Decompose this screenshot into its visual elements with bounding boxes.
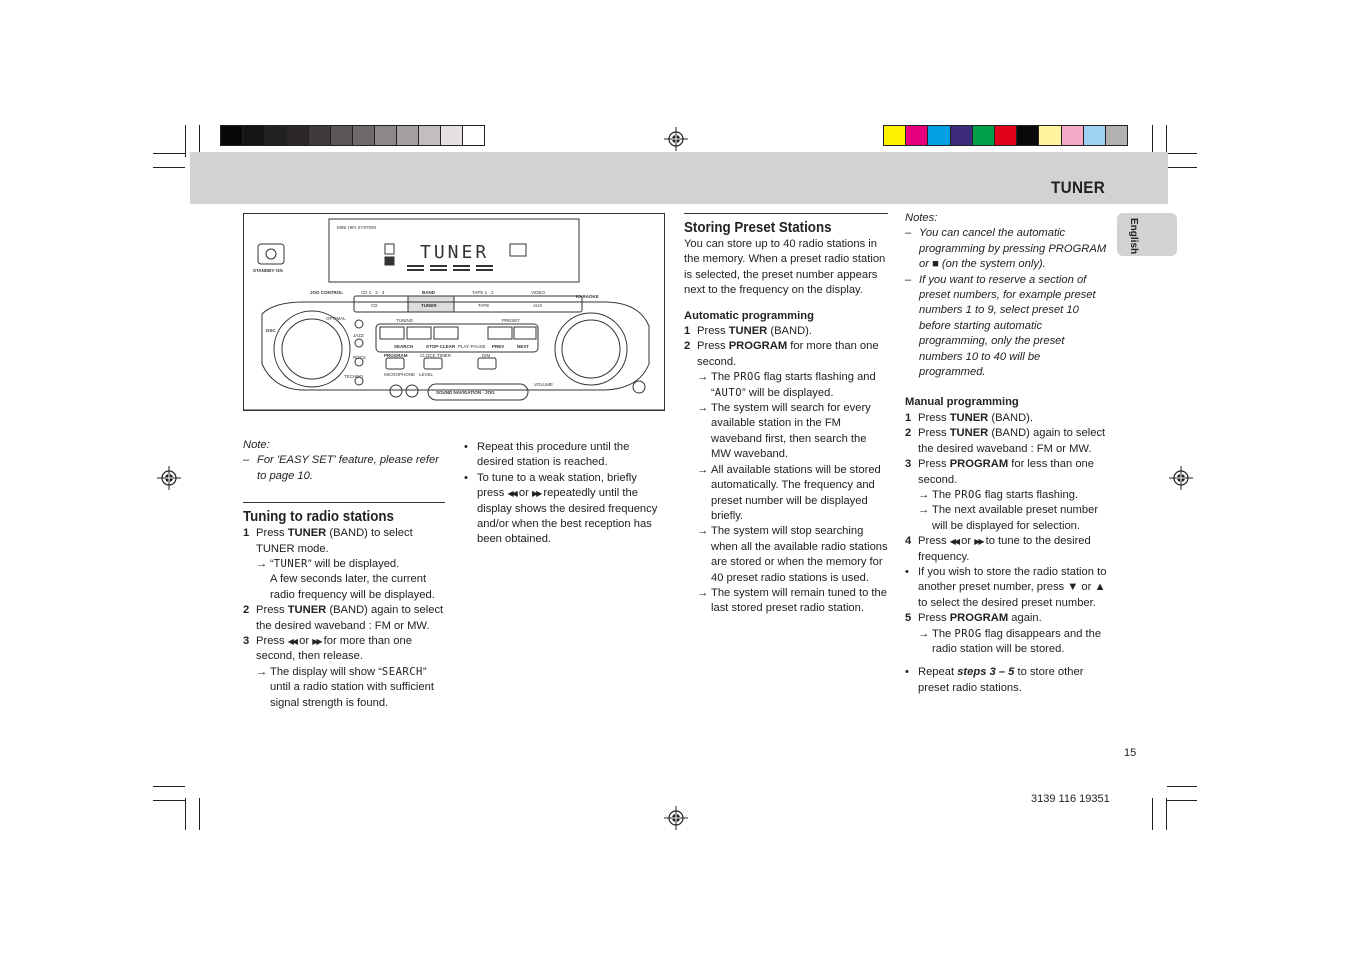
color-swatch — [264, 125, 287, 146]
auto-result-1: → The PROG flag starts flashing and “AUTO” will be displayed. — [697, 371, 876, 399]
prev-label: PREV — [492, 344, 505, 349]
color-swatch — [883, 125, 906, 146]
auto-result-4: → The system will stop searching when all the available radio stations are stored or when the memory for 40 preset radio stations is used. — [697, 525, 888, 584]
tuning-step-3: 3 Press ◀◀ or ▶▶ for more than one second, then release. — [243, 635, 412, 663]
color-swatch — [1016, 125, 1039, 146]
rewind-icon: ◀◀ — [507, 489, 516, 499]
auto-result-3: → All available stations will be stored automatically. The frequency and preset number will be displayed briefly. — [697, 463, 881, 522]
manual-step-2: 2 Press TUNER (BAND) again to select the desired waveband : FM or MW. — [905, 427, 1106, 455]
karaoke-label: KARAOKE — [576, 294, 599, 299]
manual-bullet-2: • Repeat steps 3 – 5 to store other preset radio stations. — [905, 666, 1084, 694]
volume-label: VOLUME — [534, 382, 554, 387]
color-swatch — [1061, 125, 1084, 146]
note-item — [243, 453, 445, 484]
search-label: SEARCH — [394, 344, 414, 349]
storing-intro: You can store up to 40 radio stations in the memory. When a preset radio station is selected, the preset number appears next to the frequency on the display. — [684, 238, 886, 297]
manual-bullet-1: • If you wish to store the radio station to another preset number, press ▼ or ▲ to select the desired preset number. — [905, 565, 1107, 609]
rewind-icon: ◀◀ — [287, 637, 297, 647]
microphone-label: MICROPHONE · LEVEL — [384, 372, 434, 377]
play-pause-label: PLAY·PAUSE — [458, 344, 486, 349]
notes-item-2: – If you want to reserve a section of preset numbers, for example preset numbers 1 to 9, select preset 10 before starting automatic programming, only the preset numbers 10 to 40 will be programmed. — [905, 273, 1096, 379]
color-swatch — [994, 125, 1017, 146]
color-swatch — [462, 125, 485, 146]
section-rule — [243, 502, 445, 503]
page-title: TUNER — [1050, 178, 1105, 197]
auto-programming-heading: Automatic programming — [684, 309, 814, 322]
forward-icon: ▶▶ — [312, 637, 321, 647]
color-swatch — [242, 125, 265, 146]
color-swatch — [352, 125, 375, 146]
dim-label: DIM — [482, 353, 491, 358]
tuner-label: TUNER — [421, 303, 437, 308]
notes-label: Notes: — [905, 212, 938, 224]
video-label: VIDEO — [531, 290, 546, 295]
section-rule — [684, 213, 888, 214]
color-swatch — [286, 125, 309, 146]
aux-label: AUX — [533, 303, 543, 308]
optimal-label: OPTIMAL — [326, 316, 346, 321]
color-swatch — [1083, 125, 1106, 146]
tuning-step-1-result: → “TUNER” will be displayed. A few seconds later, the current radio frequency will be displayed. — [256, 558, 435, 601]
cd-label: CD — [371, 303, 378, 308]
manual-step-5-result: → The PROG flag disappears and the radio station will be stored. — [918, 627, 1102, 655]
registration-mark-right — [1169, 466, 1193, 490]
manual-step-3-result-1: → The PROG flag starts flashing. — [918, 488, 1079, 501]
registration-mark-top — [664, 127, 688, 151]
sound-nav-label: SOUND NAVIGATION · JOG — [436, 390, 495, 395]
manual-step-3: 3 Press PROGRAM for less than one second. — [905, 458, 1094, 486]
jog-control-label: JOG CONTROL — [310, 290, 344, 295]
tuning-label: TUNING — [396, 318, 414, 323]
jazz-label: JAZZ — [353, 333, 364, 338]
column-3 — [684, 213, 888, 617]
manual-step-4: 4 Press ◀◀ or ▶▶ to tune to the desired frequency. — [905, 535, 1091, 563]
color-swatch — [440, 125, 463, 146]
manual-step-3-result-2: → The next available preset number will be displayed for selection. — [918, 504, 1099, 532]
note-text: For 'EASY SET' feature, please refer to page 10. — [257, 454, 439, 482]
page-number: 15 — [1124, 747, 1137, 759]
column-1 — [243, 438, 445, 711]
color-swatch — [330, 125, 353, 146]
standby-label: STANDBY·ON — [253, 268, 283, 273]
rock-label: ROCK — [353, 355, 367, 360]
mini-hifi-label: MINI HIFI SYSTEM — [337, 225, 377, 230]
preset-label: PRESET — [502, 318, 521, 323]
clock-timer-label: CLOCK·TIMER — [420, 353, 452, 358]
tuning-step-3-result: → The display will show “SEARCH” until a radio station with sufficient signal strength is found. — [256, 665, 434, 709]
techno-label: TECHNO — [344, 374, 363, 379]
tape12-label: TAPE 1 · 2 — [472, 290, 494, 295]
down-arrow-icon: ▼ — [1067, 581, 1079, 594]
column-2 — [464, 440, 660, 548]
registration-mark-bottom — [664, 806, 688, 830]
color-swatch — [220, 125, 243, 146]
document-code: 3139 116 19351 — [1031, 793, 1110, 805]
stop-clear-label: STOP·CLEAR — [426, 344, 456, 349]
forward-icon: ▶▶ — [974, 537, 983, 547]
stop-icon: ■ — [932, 258, 939, 271]
next-label: NEXT — [517, 344, 530, 349]
auto-step-2: 2 Press PROGRAM for more than one second. — [684, 340, 879, 368]
storing-heading: Storing Preset Stations — [684, 220, 832, 236]
auto-result-5: → The system will remain tuned to the last stored preset radio station. — [697, 586, 887, 615]
device-display-text: TUNER — [420, 242, 490, 263]
color-swatch — [905, 125, 928, 146]
tuning-step-2: 2 Press TUNER (BAND) again to select the desired waveband : FM or MW. — [243, 604, 444, 632]
forward-icon: ▶▶ — [531, 489, 541, 499]
auto-result-2: → The system will search for every available station in the FM waveband first, then search the MW waveband. — [697, 402, 871, 461]
auto-step-1: 1 Press TUNER (BAND). — [684, 325, 813, 338]
rewind-icon: ◀◀ — [949, 537, 959, 547]
note-dash: – — [243, 454, 250, 467]
language-tab — [1117, 213, 1177, 256]
color-swatch — [927, 125, 950, 146]
registration-mark-left — [157, 466, 181, 490]
column-4 — [905, 211, 1109, 696]
band-label: BAND — [422, 290, 435, 295]
cd123-label: CD 1 · 2 · 3 — [361, 290, 385, 295]
manual-step-1: 1 Press TUNER (BAND). — [905, 411, 1034, 424]
color-swatch — [1105, 125, 1128, 146]
tape-label: TAPE — [478, 303, 490, 308]
manual-step-5: 5 Press PROGRAM again. — [905, 612, 1042, 625]
device-illustration — [243, 213, 665, 411]
tuning-bullet-1: • Repeat this procedure until the desired station is reached. — [464, 441, 630, 469]
tuning-step-1: 1 Press TUNER (BAND) to select TUNER mode. — [243, 527, 413, 555]
manual-programming-heading: Manual programming — [905, 396, 1019, 409]
tuning-heading: Tuning to radio stations — [243, 509, 394, 526]
dsc-label: DSC — [266, 328, 276, 333]
color-swatch — [308, 125, 331, 146]
program-label: PROGRAM — [384, 353, 408, 358]
color-swatch — [972, 125, 995, 146]
notes-item-1: – You can cancel the automatic programming by pressing PROGRAM or ■ (on the system only). — [905, 227, 1107, 271]
tuning-bullet-2: • To tune to a weak station, briefly press ◀◀ or ▶▶ repeatedly until the display shows the desired frequency and/or when the best reception has been obtained. — [464, 471, 658, 546]
color-swatch — [950, 125, 973, 146]
color-swatch — [396, 125, 419, 146]
header-bar — [190, 152, 1168, 204]
color-swatch — [374, 125, 397, 146]
up-arrow-icon: ▲ — [1094, 581, 1106, 594]
color-swatch — [1038, 125, 1061, 146]
note-label: Note: — [243, 439, 270, 451]
color-swatch — [418, 125, 441, 146]
language-tab-label: English — [1128, 218, 1139, 255]
